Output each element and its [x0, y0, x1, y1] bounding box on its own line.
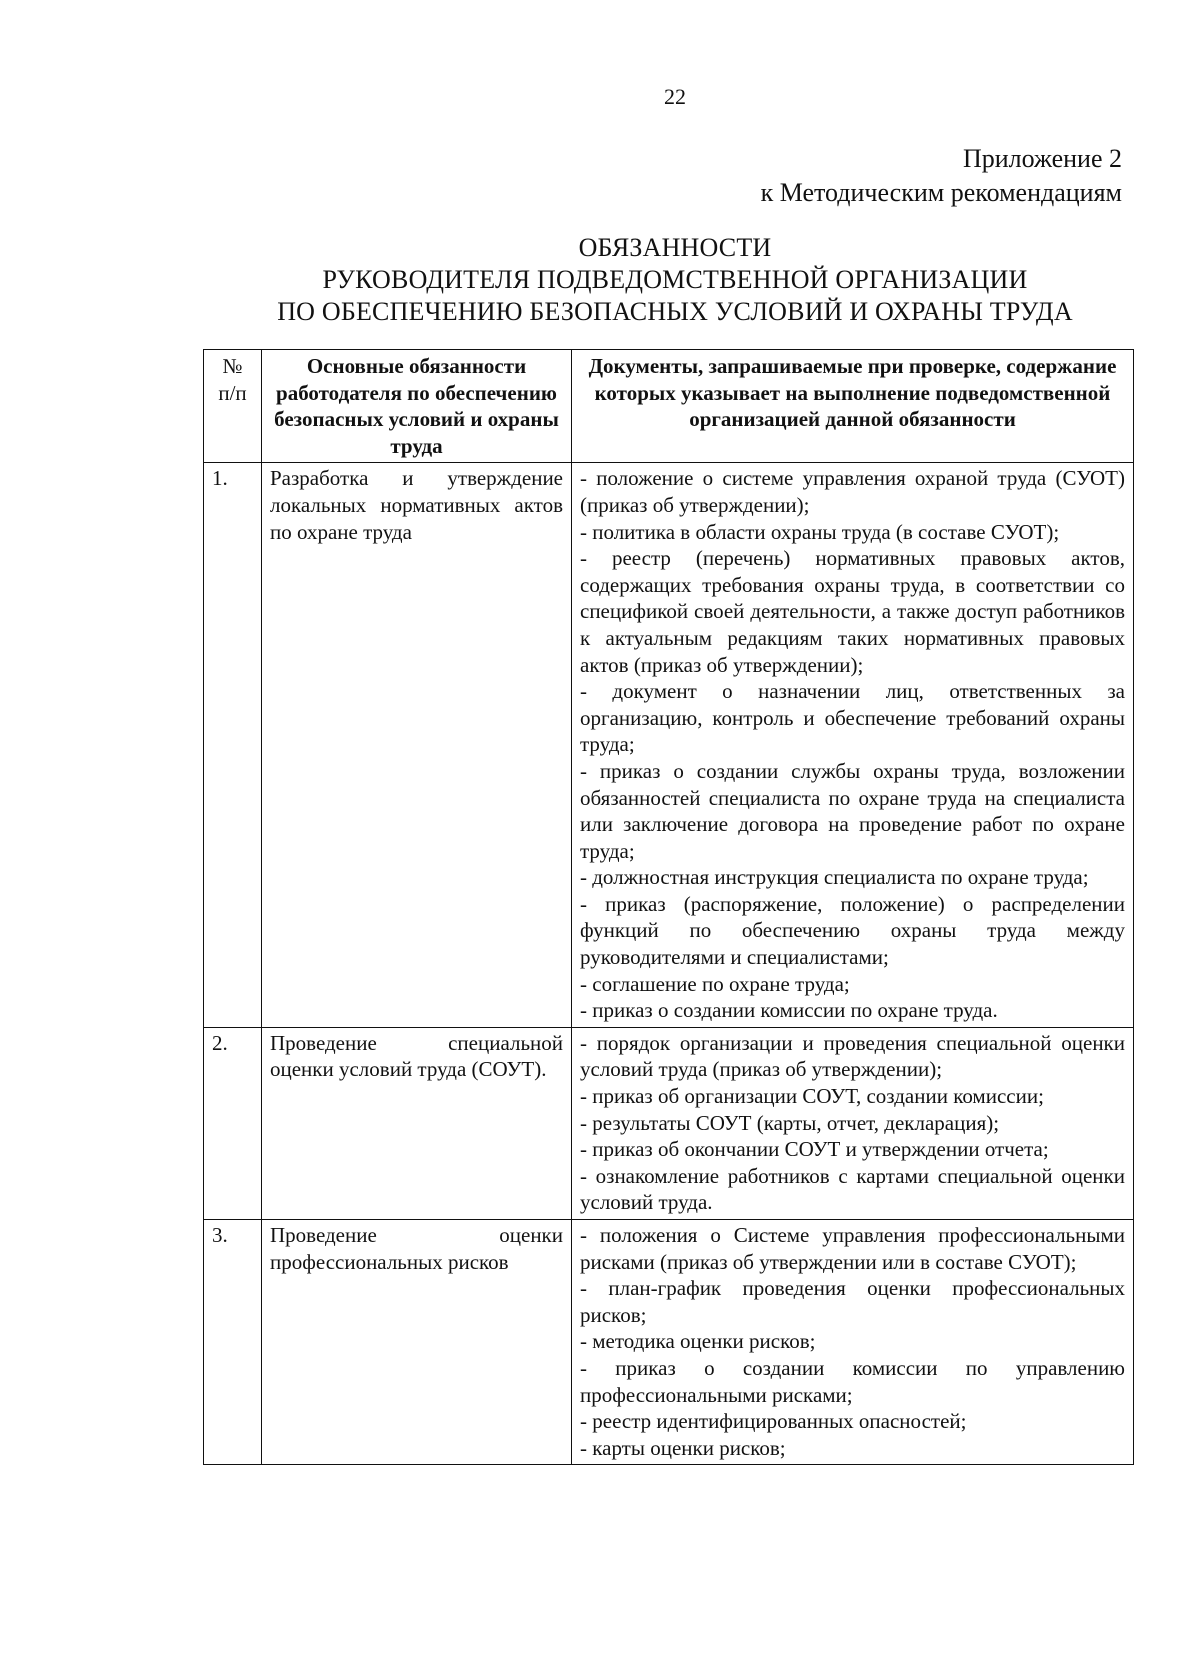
duties-table — [203, 349, 1134, 1465]
document-item: - приказ о создании комиссии по охране труда. — [580, 998, 998, 1023]
row-number: 3. — [204, 1220, 262, 1465]
table-body — [204, 463, 1134, 1465]
table-row — [204, 1220, 1134, 1465]
appendix-line-1: Приложение 2 — [962, 144, 1122, 173]
document-item: - положение о системе управления охраной труда (СУОТ) (приказ об утверждении); — [580, 466, 1125, 517]
document-item: - реестр (перечень) нормативных правовых актов, содержащих требования охраны труда, в соответствии со спецификой своей деятельности, а также доступ работников к актуальным редакциям таких нормативных правовых актов (приказ об утверждении); — [580, 546, 1125, 677]
document-item: - приказ (распоряжение, положение) о распределении функций по обеспечению охраны труда между руководителями и специалистами; — [580, 891, 1125, 970]
document-item: - должностная инструкция специалиста по охране труда; — [580, 865, 1089, 890]
document-item: - положения о Системе управления профессиональными рисками (приказ об утверждении или в составе СУОТ); — [580, 1223, 1125, 1274]
header-duty: Основные обязанности работодателя по обеспечению безопасных условий и охраны труда — [262, 350, 572, 463]
table-header-row — [204, 350, 1134, 463]
document-item: - ознакомление работников с картами специальной оценки условий труда. — [580, 1163, 1125, 1215]
document-item: - план-график проведения оценки профессиональных рисков; — [580, 1276, 1125, 1327]
document-item: - результаты СОУТ (карты, отчет, декларация); — [580, 1110, 1000, 1135]
document-item: - приказ о создании комиссии по управлению профессиональными рисками; — [580, 1355, 1125, 1407]
row-documents — [572, 1220, 1134, 1465]
appendix-line-2: к Методическим рекомендациям — [760, 178, 1122, 207]
document-item: - политика в области охраны труда (в составе СУОТ); — [580, 519, 1060, 544]
appendix-reference — [761, 142, 1122, 210]
document-item: - методика оценки рисков; — [580, 1329, 816, 1354]
row-number: 2. — [204, 1027, 262, 1219]
document-item: - соглашение по охране труда; — [580, 971, 850, 996]
title-line-1: ОБЯЗАННОСТИ — [578, 233, 772, 262]
row-duty: Проведение оценки профессиональных рисков — [262, 1220, 572, 1465]
document-item: - карты оценки рисков; — [580, 1435, 786, 1460]
title-line-2: РУКОВОДИТЕЛЯ ПОДВЕДОМСТВЕННОЙ ОРГАНИЗАЦИИ — [322, 265, 1028, 294]
header-documents: Документы, запрашиваемые при проверке, содержание которых указывает на выполнение подведомственной организацией данной обязанности — [572, 350, 1134, 463]
row-duty: Проведение специальной оценки условий труда (СОУТ). — [262, 1027, 572, 1219]
document-item: - документ о назначении лиц, ответственных за организацию, контроль и обеспечение требований охраны труда; — [580, 679, 1125, 757]
document-item: - порядок организации и проведения специальной оценки условий труда (приказ об утверждении); — [580, 1030, 1125, 1082]
row-number: 1. — [204, 463, 262, 1027]
row-documents — [572, 1027, 1134, 1219]
document-item: - приказ об окончании СОУТ и утверждении отчета; — [580, 1137, 1049, 1162]
row-documents — [572, 463, 1134, 1027]
document-item: - реестр идентифицированных опасностей; — [580, 1409, 967, 1434]
page-number: 22 — [664, 84, 686, 109]
table-row — [204, 1027, 1134, 1219]
title-line-3: ПО ОБЕСПЕЧЕНИЮ БЕЗОПАСНЫХ УСЛОВИЙ И ОХРАНЫ ТРУДА — [277, 297, 1073, 326]
header-number: № п/п — [204, 350, 262, 463]
document-item: - приказ о создании службы охраны труда, возложении обязанностей специалиста по охране труда на специалиста или заключение договора на проведение работ по охране труда; — [580, 758, 1125, 863]
document-item: - приказ об организации СОУТ, создании комиссии; — [580, 1084, 1044, 1109]
document-title — [0, 232, 1200, 328]
table-row — [204, 463, 1134, 1027]
row-duty: Разработка и утверждение локальных нормативных актов по охране труда — [262, 463, 572, 1027]
